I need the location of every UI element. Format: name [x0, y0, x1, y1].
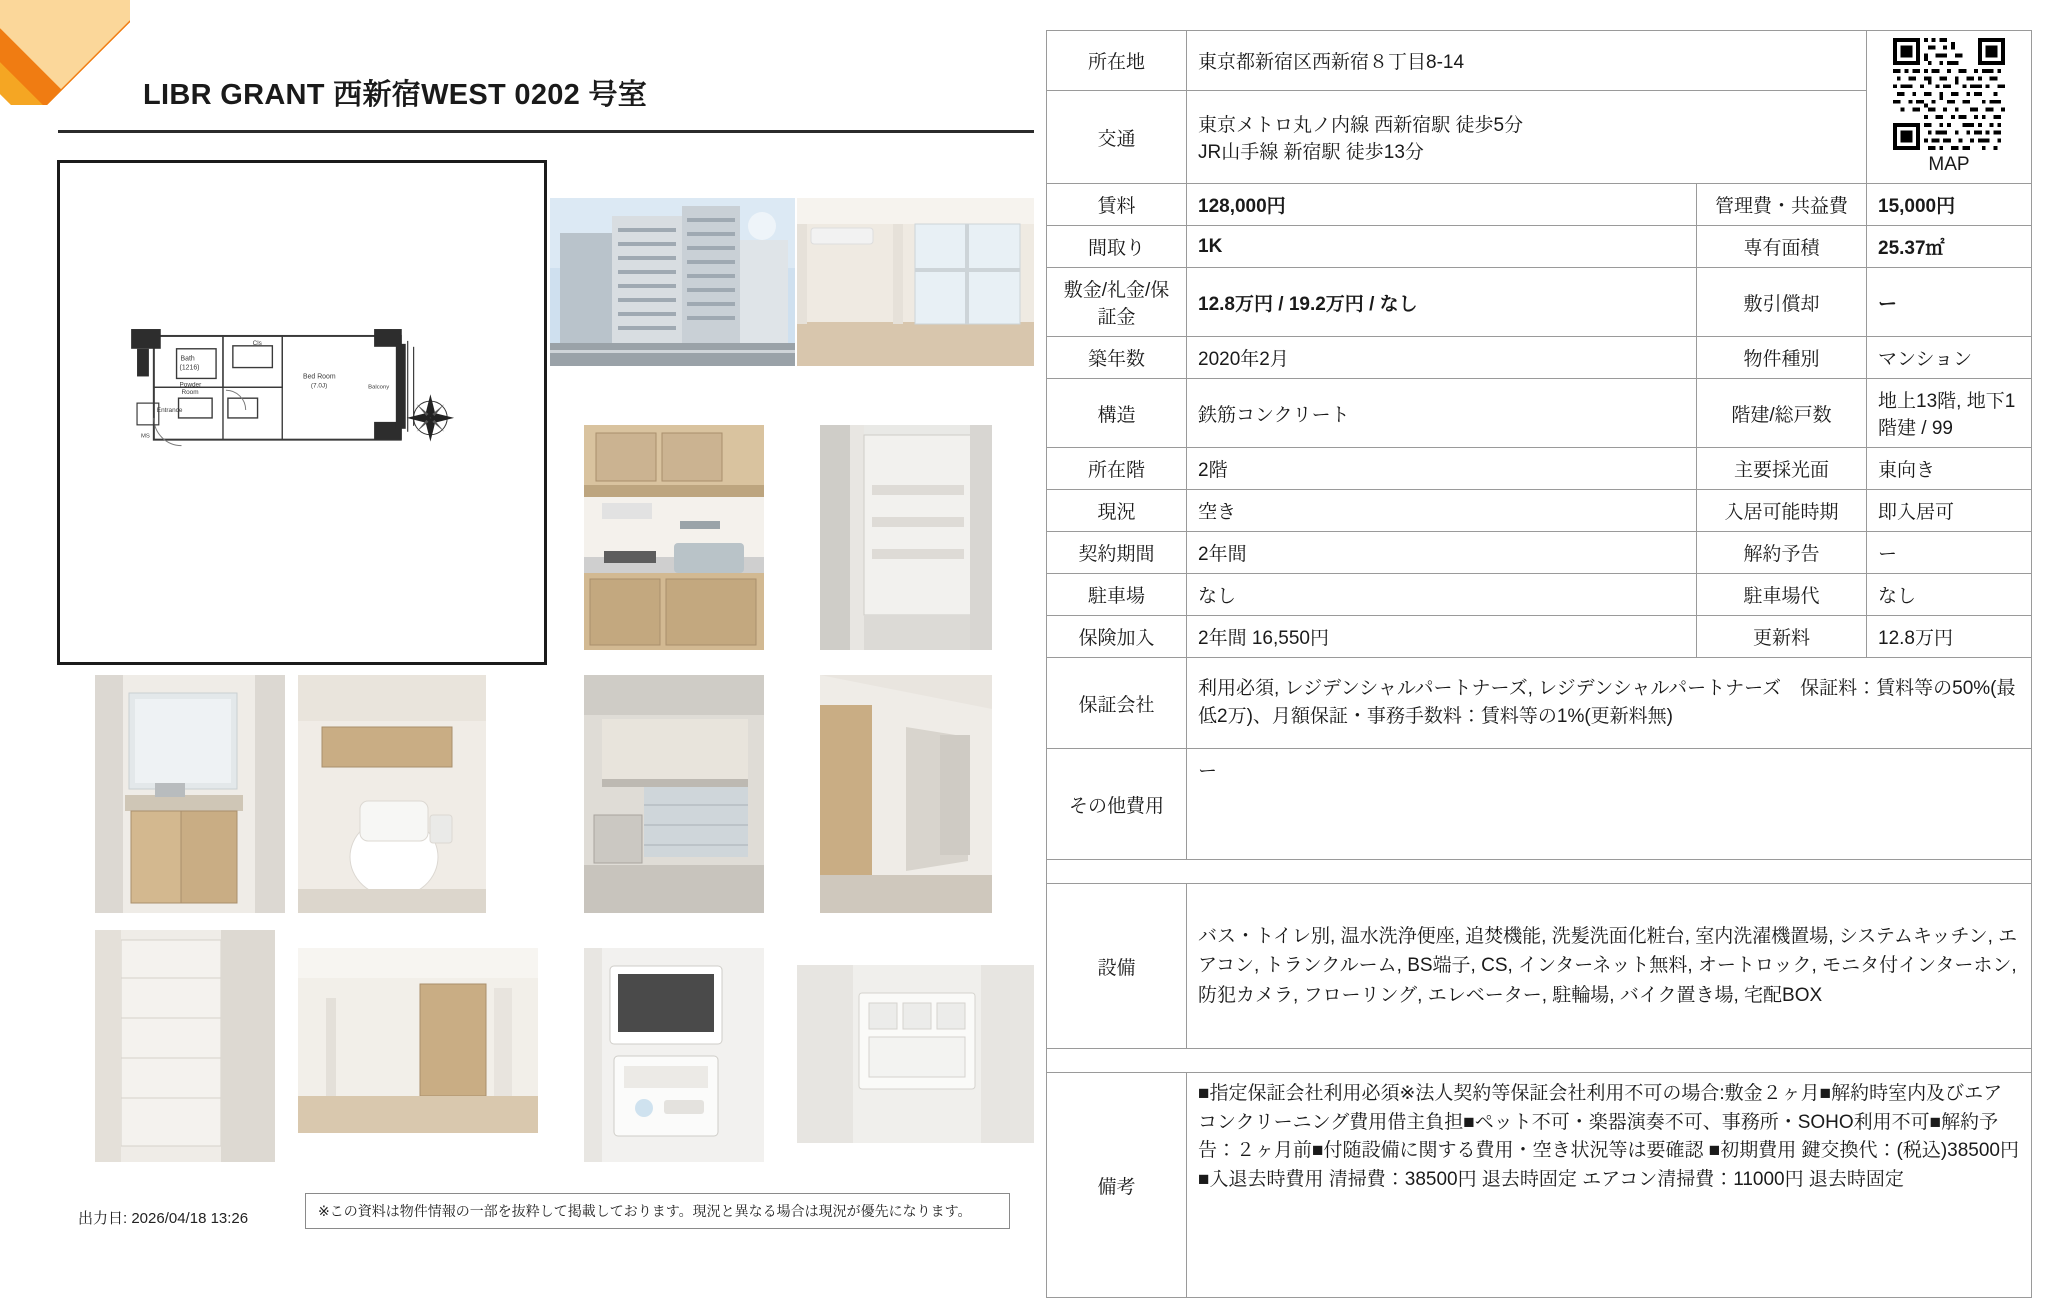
left-column	[0, 0, 1035, 1240]
value-term: 2年間	[1187, 532, 1697, 574]
row-layout	[1047, 226, 2032, 268]
photo-kitchen	[584, 425, 764, 650]
label-rent: 賃料	[1047, 184, 1187, 226]
photo-hallway	[820, 675, 992, 913]
label-area: 専有面積	[1697, 226, 1867, 268]
value-floors: 地上13階, 地下1階建 / 99	[1867, 379, 2032, 448]
photo-balcony-view	[584, 675, 764, 913]
value-floor: 2階	[1187, 448, 1697, 490]
value-access	[1187, 91, 1867, 184]
photo-toilet	[298, 675, 486, 913]
photo-exterior-building	[550, 198, 795, 366]
map-qr-cell[interactable]	[1867, 31, 2032, 184]
svg-text:Entrance: Entrance	[156, 407, 183, 415]
value-insurance: 2年間 16,550円	[1187, 616, 1697, 658]
row-guarantor	[1047, 658, 2032, 749]
label-parking-fee: 駐車場代	[1697, 574, 1867, 616]
label-structure: 構造	[1047, 379, 1187, 448]
value-renewal-fee: 12.8万円	[1867, 616, 2032, 658]
value-guarantor: 利用必須, レジデンシャルパートナーズ, レジデンシャルパートナーズ 保証料：賃料等の50%(最低2万)、月額保証・事務手数料：賃料等の1%(更新料無)	[1187, 658, 2032, 749]
photo-bathroom-tub	[820, 425, 992, 650]
svg-text:Room: Room	[181, 389, 199, 397]
label-status: 現況	[1047, 490, 1187, 532]
label-built: 築年数	[1047, 337, 1187, 379]
map-label: MAP	[1928, 154, 1970, 175]
page-title: LIBR GRANT 西新宿WEST 0202 号室	[143, 79, 648, 111]
row-floor	[1047, 448, 2032, 490]
output-date: 出力日: 2026/04/18 13:26	[78, 1210, 249, 1227]
svg-text:Bath: Bath	[180, 355, 195, 363]
spec-table-container	[1046, 30, 2031, 1298]
row-rent	[1047, 184, 2032, 226]
floorplan	[57, 160, 547, 665]
label-notice: 解約予告	[1697, 532, 1867, 574]
value-structure: 鉄筋コンクリート	[1187, 379, 1697, 448]
row-term	[1047, 532, 2032, 574]
row-parking	[1047, 574, 2032, 616]
row-other-cost	[1047, 749, 2032, 860]
qr-code-icon[interactable]	[1893, 38, 2005, 150]
label-floors: 階建/総戸数	[1697, 379, 1867, 448]
footer-note: ※この資料は物件情報の一部を抜粋して掲載しております。現況と異なる場合は現況が優先になります。	[305, 1193, 1010, 1229]
row-remarks	[1047, 1073, 2032, 1298]
value-parking: なし	[1187, 574, 1697, 616]
value-other-cost: ー	[1187, 749, 2032, 860]
label-insurance: 保険加入	[1047, 616, 1187, 658]
value-parking-fee: なし	[1867, 574, 2032, 616]
row-address	[1047, 31, 2032, 91]
row-insurance	[1047, 616, 2032, 658]
row-status	[1047, 490, 2032, 532]
photo-intercom-monitor	[584, 948, 764, 1162]
row-deposit	[1047, 268, 2032, 337]
svg-text:Balcony: Balcony	[368, 384, 390, 391]
svg-text:Bed Room: Bed Room	[302, 373, 336, 381]
row-structure	[1047, 379, 2032, 448]
value-direction: 東向き	[1867, 448, 2032, 490]
label-term: 契約期間	[1047, 532, 1187, 574]
label-available: 入居可能時期	[1697, 490, 1867, 532]
label-address: 所在地	[1047, 31, 1187, 91]
label-renewal-fee: 更新料	[1697, 616, 1867, 658]
label-access: 交通	[1047, 91, 1187, 184]
photo-living-room-window	[797, 198, 1034, 366]
label-property-type: 物件種別	[1697, 337, 1867, 379]
row-equipment	[1047, 884, 2032, 1049]
label-other-cost: その他費用	[1047, 749, 1187, 860]
value-address: 東京都新宿区西新宿８丁目8-14	[1187, 31, 1867, 91]
svg-text:Cls: Cls	[252, 339, 262, 347]
value-layout: 1K	[1187, 226, 1697, 268]
label-direction: 主要採光面	[1697, 448, 1867, 490]
svg-text:(7.0J): (7.0J)	[310, 382, 328, 390]
value-property-type: マンション	[1867, 337, 2032, 379]
label-guarantor: 保証会社	[1047, 658, 1187, 749]
value-area: 25.37㎡	[1867, 226, 2032, 268]
photo-delivery-box	[797, 965, 1034, 1143]
label-equipment: 設備	[1047, 884, 1187, 1049]
svg-text:MS: MS	[140, 433, 150, 440]
photo-washstand	[95, 675, 285, 913]
value-notice: ー	[1867, 532, 2032, 574]
value-built: 2020年2月	[1187, 337, 1697, 379]
label-layout: 間取り	[1047, 226, 1187, 268]
label-floor: 所在階	[1047, 448, 1187, 490]
title-divider	[58, 130, 1034, 133]
value-equipment: バス・トイレ別, 温水洗浄便座, 追焚機能, 洗髪洗面化粧台, 室内洗濯機置場, システムキッチン, エアコン, トランクルーム, BS端子, CS, インターネット無料, オートロック, モニタ付インターホン, 防犯カメラ, フローリング, エレベーター, 駐輪場, バイク置き場, 宅配BOX	[1187, 884, 2032, 1049]
access-line-1: 東京メトロ丸ノ内線 西新宿駅 徒歩5分	[1198, 115, 1524, 136]
label-parking: 駐車場	[1047, 574, 1187, 616]
row-built	[1047, 337, 2032, 379]
svg-text:Powder: Powder	[179, 381, 202, 389]
label-deposit: 敷金/礼金/保証金	[1047, 268, 1187, 337]
label-mgmt-fee: 管理費・共益費	[1697, 184, 1867, 226]
value-status: 空き	[1187, 490, 1697, 532]
access-line-2: JR山手線 新宿駅 徒歩13分	[1198, 142, 1424, 163]
label-amortization: 敷引償却	[1697, 268, 1867, 337]
label-remarks: 備考	[1047, 1073, 1187, 1298]
photo-entrance-closet	[95, 930, 275, 1162]
spec-table	[1046, 30, 2032, 1298]
value-amortization: ー	[1867, 268, 2032, 337]
value-mgmt-fee: 15,000円	[1867, 184, 2032, 226]
svg-text:(1216): (1216)	[179, 364, 200, 372]
value-available: 即入居可	[1867, 490, 2032, 532]
value-deposit: 12.8万円 / 19.2万円 / なし	[1187, 268, 1697, 337]
photo-room-door	[298, 948, 538, 1133]
value-rent: 128,000円	[1187, 184, 1697, 226]
value-remarks: ■指定保証会社利用必須※法人契約等保証会社利用不可の場合:敷金２ヶ月■解約時室内及びエアコンクリーニング費用借主負担■ペット不可・楽器演奏不可、事務所・SOHO利用不可■解約予告：２ヶ月前■付随設備に関する費用・空き状況等は要確認 ■初期費用 鍵交換代：(税込)38500円 ■入退去時費用 清掃費：38500円 退去時固定 エアコン清掃費：11000円 退去時固定	[1187, 1073, 2032, 1298]
